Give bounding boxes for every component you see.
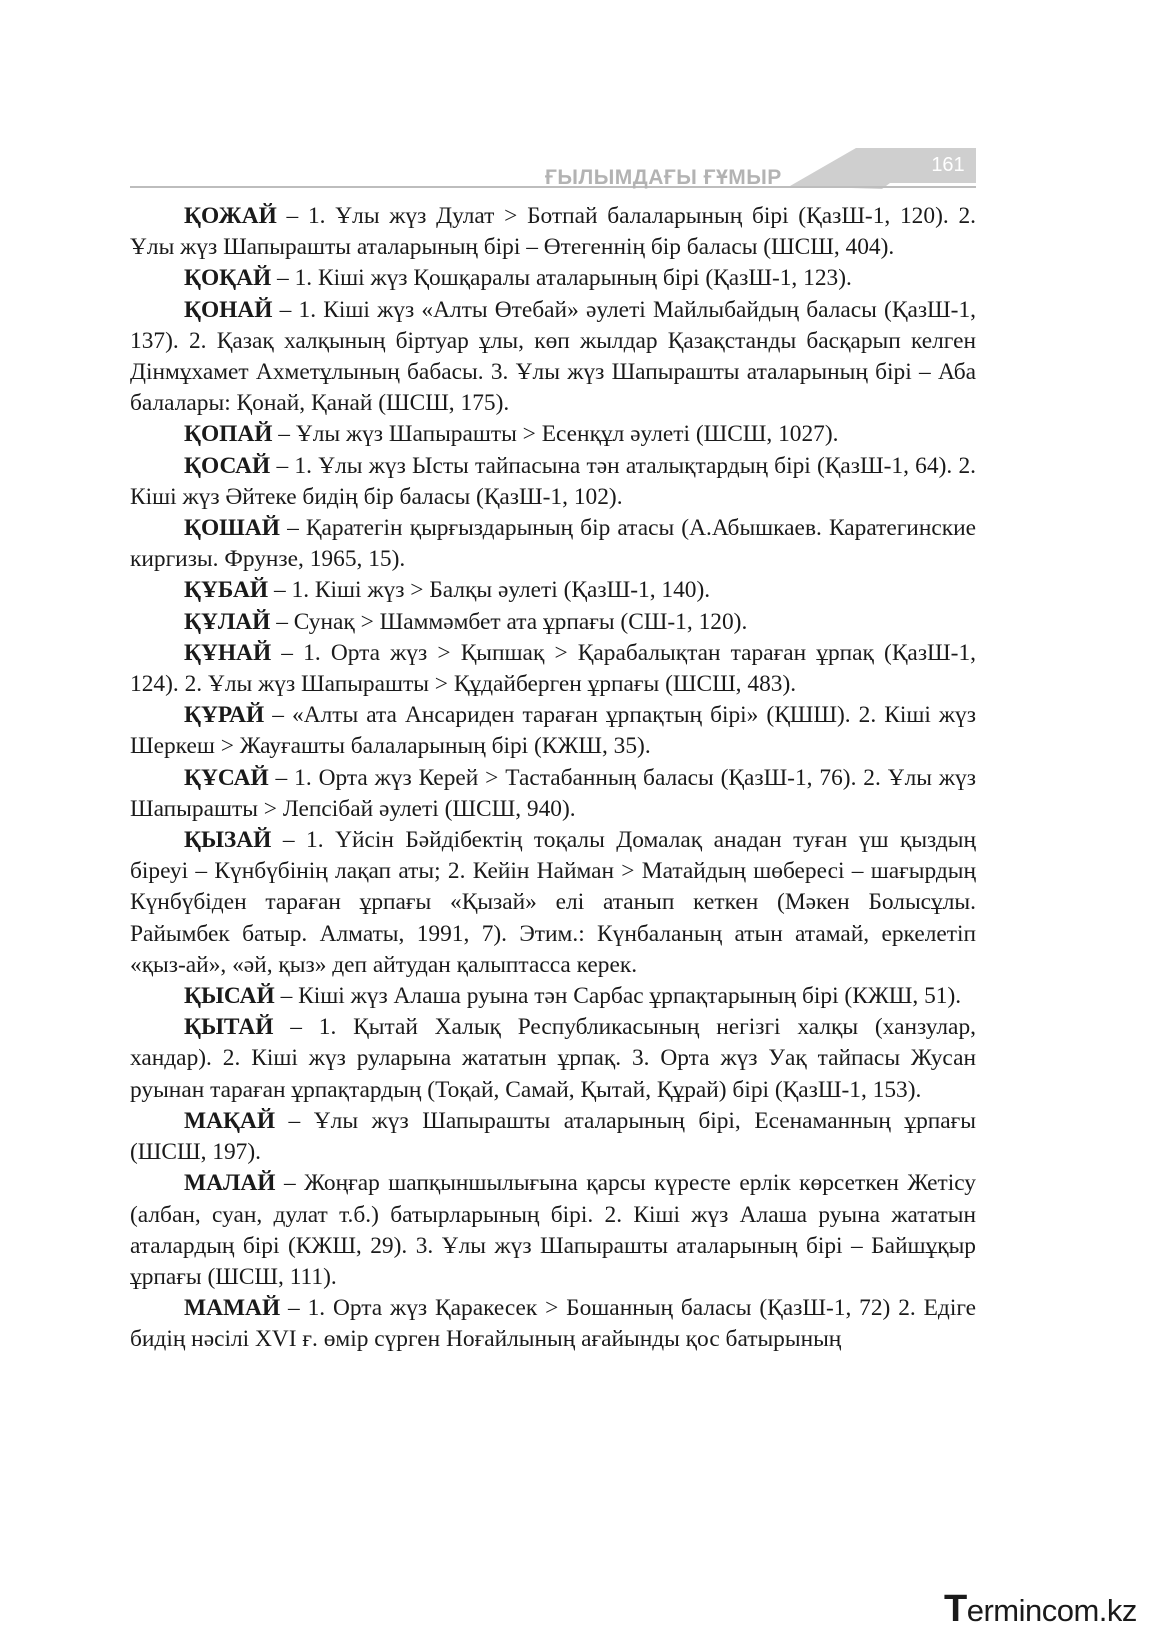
entry-term: ҚОПАЙ <box>184 421 273 448</box>
dictionary-entry <box>130 1293 976 1355</box>
entry-text: – Ұлы жүз Шапырашты аталарының бірі, Есенаманның ұрпағы (ШСШ, 197). <box>130 1107 976 1166</box>
entry-term: ҚЫЗАЙ <box>184 827 272 854</box>
entry-term: ҚҰЛАЙ <box>184 608 271 635</box>
entry-term: ҚҰСАЙ <box>184 764 269 791</box>
entry-term: ҚЫТАЙ <box>184 1014 274 1041</box>
dictionary-entry <box>130 638 976 700</box>
entry-text: – Қаратегін қырғыздарының бір атасы (А.Абышкаев. Каратегинские киргизы. Фрунзе, 1965, 15). <box>130 515 976 573</box>
entry-term: ҚОСАЙ <box>184 452 271 479</box>
entry-text: – 1. Ұлы жүз Дулат > Ботпай балаларының бірі (ҚазШ-1, 120). 2. Ұлы жүз Шапырашты аталарының бірі – Өтегеннің бір баласы (ШСШ, 404). <box>130 203 976 261</box>
running-header <box>130 146 976 196</box>
dictionary-entry <box>130 700 976 762</box>
dictionary-body <box>130 201 976 1356</box>
dictionary-entry <box>130 295 976 420</box>
logo-magnifier-icon: o <box>1056 1593 1074 1628</box>
dictionary-entry <box>130 607 976 638</box>
logo-letter: T <box>944 1588 967 1630</box>
entry-term: ҚҰНАЙ <box>184 639 272 666</box>
page-number: 161 <box>931 154 965 176</box>
dictionary-entry <box>130 1168 976 1293</box>
entry-term: МАЛАЙ <box>184 1170 276 1197</box>
entry-text: – 1. Ұлы жүз Ысты тайпасына тән аталықтардың бірі (ҚазШ-1, 64). 2. Кіші жүз Әйтеке бидің бір баласы (ҚазШ-1, 102). <box>130 452 976 510</box>
entry-term: ҚОҚАЙ <box>184 265 272 292</box>
entry-term: МАҚАЙ <box>184 1107 276 1134</box>
entry-text: – 1. Орта жүз Қаракесек > Бошанның баласы (ҚазШ-1, 72) 2. Едіге бидің нәсілі XVI ғ. өмір сүрген Ноғайлының ағайынды қос батырының <box>130 1295 976 1353</box>
entry-text: – Кіші жүз Алаша руына тән Сарбас ұрпақтарының бірі (КЖШ, 51). <box>274 983 962 1010</box>
entry-term: ҚОШАЙ <box>184 515 280 542</box>
entry-text: – 1. Үйсін Бәйдібектің тоқалы Домалақ анадан туған үш қыздың біреуі – Күнбүбінің лақап аты; 2. Кейін Найман > Матайдың шөбересі – шағырдың Күнбүбіден тараған ұрпағы «Қызай» елі атанып кеткен (Мәкен Болысұлы. Райымбек батыр. Алматы, 1991, 7). Этим.: Күнбаланың атын атамай, еркелетіп «қыз-ай», «әй, қыз» деп айтудан қалыптасса керек. <box>130 827 976 978</box>
dictionary-entry <box>130 575 976 606</box>
dictionary-entry <box>130 451 976 513</box>
entry-term: МАМАЙ <box>184 1295 281 1322</box>
entry-term: ҚЫСАЙ <box>184 983 275 1010</box>
entry-term: ҚОЖАЙ <box>184 203 277 229</box>
dictionary-entry <box>130 763 976 825</box>
dictionary-entry <box>130 513 976 575</box>
entry-text: – 1. Кіші жүз Қошқаралы аталарының бірі (ҚазШ-1, 123). <box>271 265 852 292</box>
entry-text: – Ұлы жүз Шапырашты > Есенқұл әулеті (ШСШ, 1027). <box>272 421 839 448</box>
entry-text: – 1. Кіші жүз «Алты Өтебай» әулеті Майлыбайдың баласы (ҚазШ-1, 137). 2. Қазақ халқының біртуар ұлы, көп жылдар Қазақстанды басқарып келген Дінмұхамет Ахметұлының бабасы. 3. Ұлы жүз Шапырашты аталарының бірі – Аба балалары: Қонай, Қанай (ШСШ, 175). <box>130 296 976 417</box>
dictionary-entry <box>130 1106 976 1168</box>
dictionary-entry <box>130 825 976 981</box>
entry-text: – 1. Кіші жүз > Балқы әулеті (ҚазШ-1, 140). <box>268 577 711 604</box>
dictionary-entry <box>130 201 976 263</box>
entry-term: ҚОНАЙ <box>184 296 273 323</box>
entry-text: – «Алты ата Ансариден тараған ұрпақтың бірі» (ҚШШ). 2. Кіші жүз Шеркеш > Жауғашты балаларының бірі (КЖШ, 35). <box>130 702 976 760</box>
entry-term: ҚҰБАЙ <box>184 577 269 604</box>
dictionary-entry <box>130 981 976 1012</box>
dictionary-entry <box>130 263 976 294</box>
entry-text: – Жоңғар шапқыншылығына қарсы күресте ерлік көрсеткен Жетісу (албан, суан, дулат т.б.) батырларының бірі. 2. Кіші жүз Алаша руына жататын аталардың бірі (КЖШ, 29). 3. Ұлы жүз Шапырашты аталарының бірі – Байшұқыр ұрпағы (ШСШ, 111). <box>130 1170 976 1290</box>
logo-domain: m.kz <box>1073 1593 1137 1628</box>
dictionary-entry <box>130 1012 976 1106</box>
logo-text: erminc <box>966 1593 1057 1628</box>
entry-text: – 1. Орта жүз > Қыпшақ > Қарабалықтан тараған ұрпақ (ҚазШ-1, 124). 2. Ұлы жүз Шапырашты > Құдайберген ұрпағы (ШСШ, 483). <box>130 639 976 698</box>
entry-text: – Сунақ > Шаммәмбет ата ұрпағы (СШ-1, 120). <box>270 608 748 635</box>
entry-term: ҚҰРАЙ <box>184 702 265 729</box>
site-logo <box>944 1588 1137 1631</box>
entry-text: – 1. Орта жүз Керей > Тастабанның баласы (ҚазШ-1, 76). 2. Ұлы жүз Шапырашты > Лепсібай әулеті (ШСШ, 940). <box>130 764 976 822</box>
entry-text: – 1. Қытай Халық Республикасының негізгі халқы (ханзулар, хандар). 2. Кіші жүз руларына жататын ұрпақ. 3. Орта жүз Уақ тайпасы Жусан руынан тараған ұрпақтардың (Тоқай, Самай, Қытай, Құрай) бірі (ҚазШ-1, 153). <box>130 1014 976 1103</box>
dictionary-entry <box>130 419 976 450</box>
running-title: ҒЫЛЫМДАҒЫ ҒҰМЫР <box>545 166 782 189</box>
